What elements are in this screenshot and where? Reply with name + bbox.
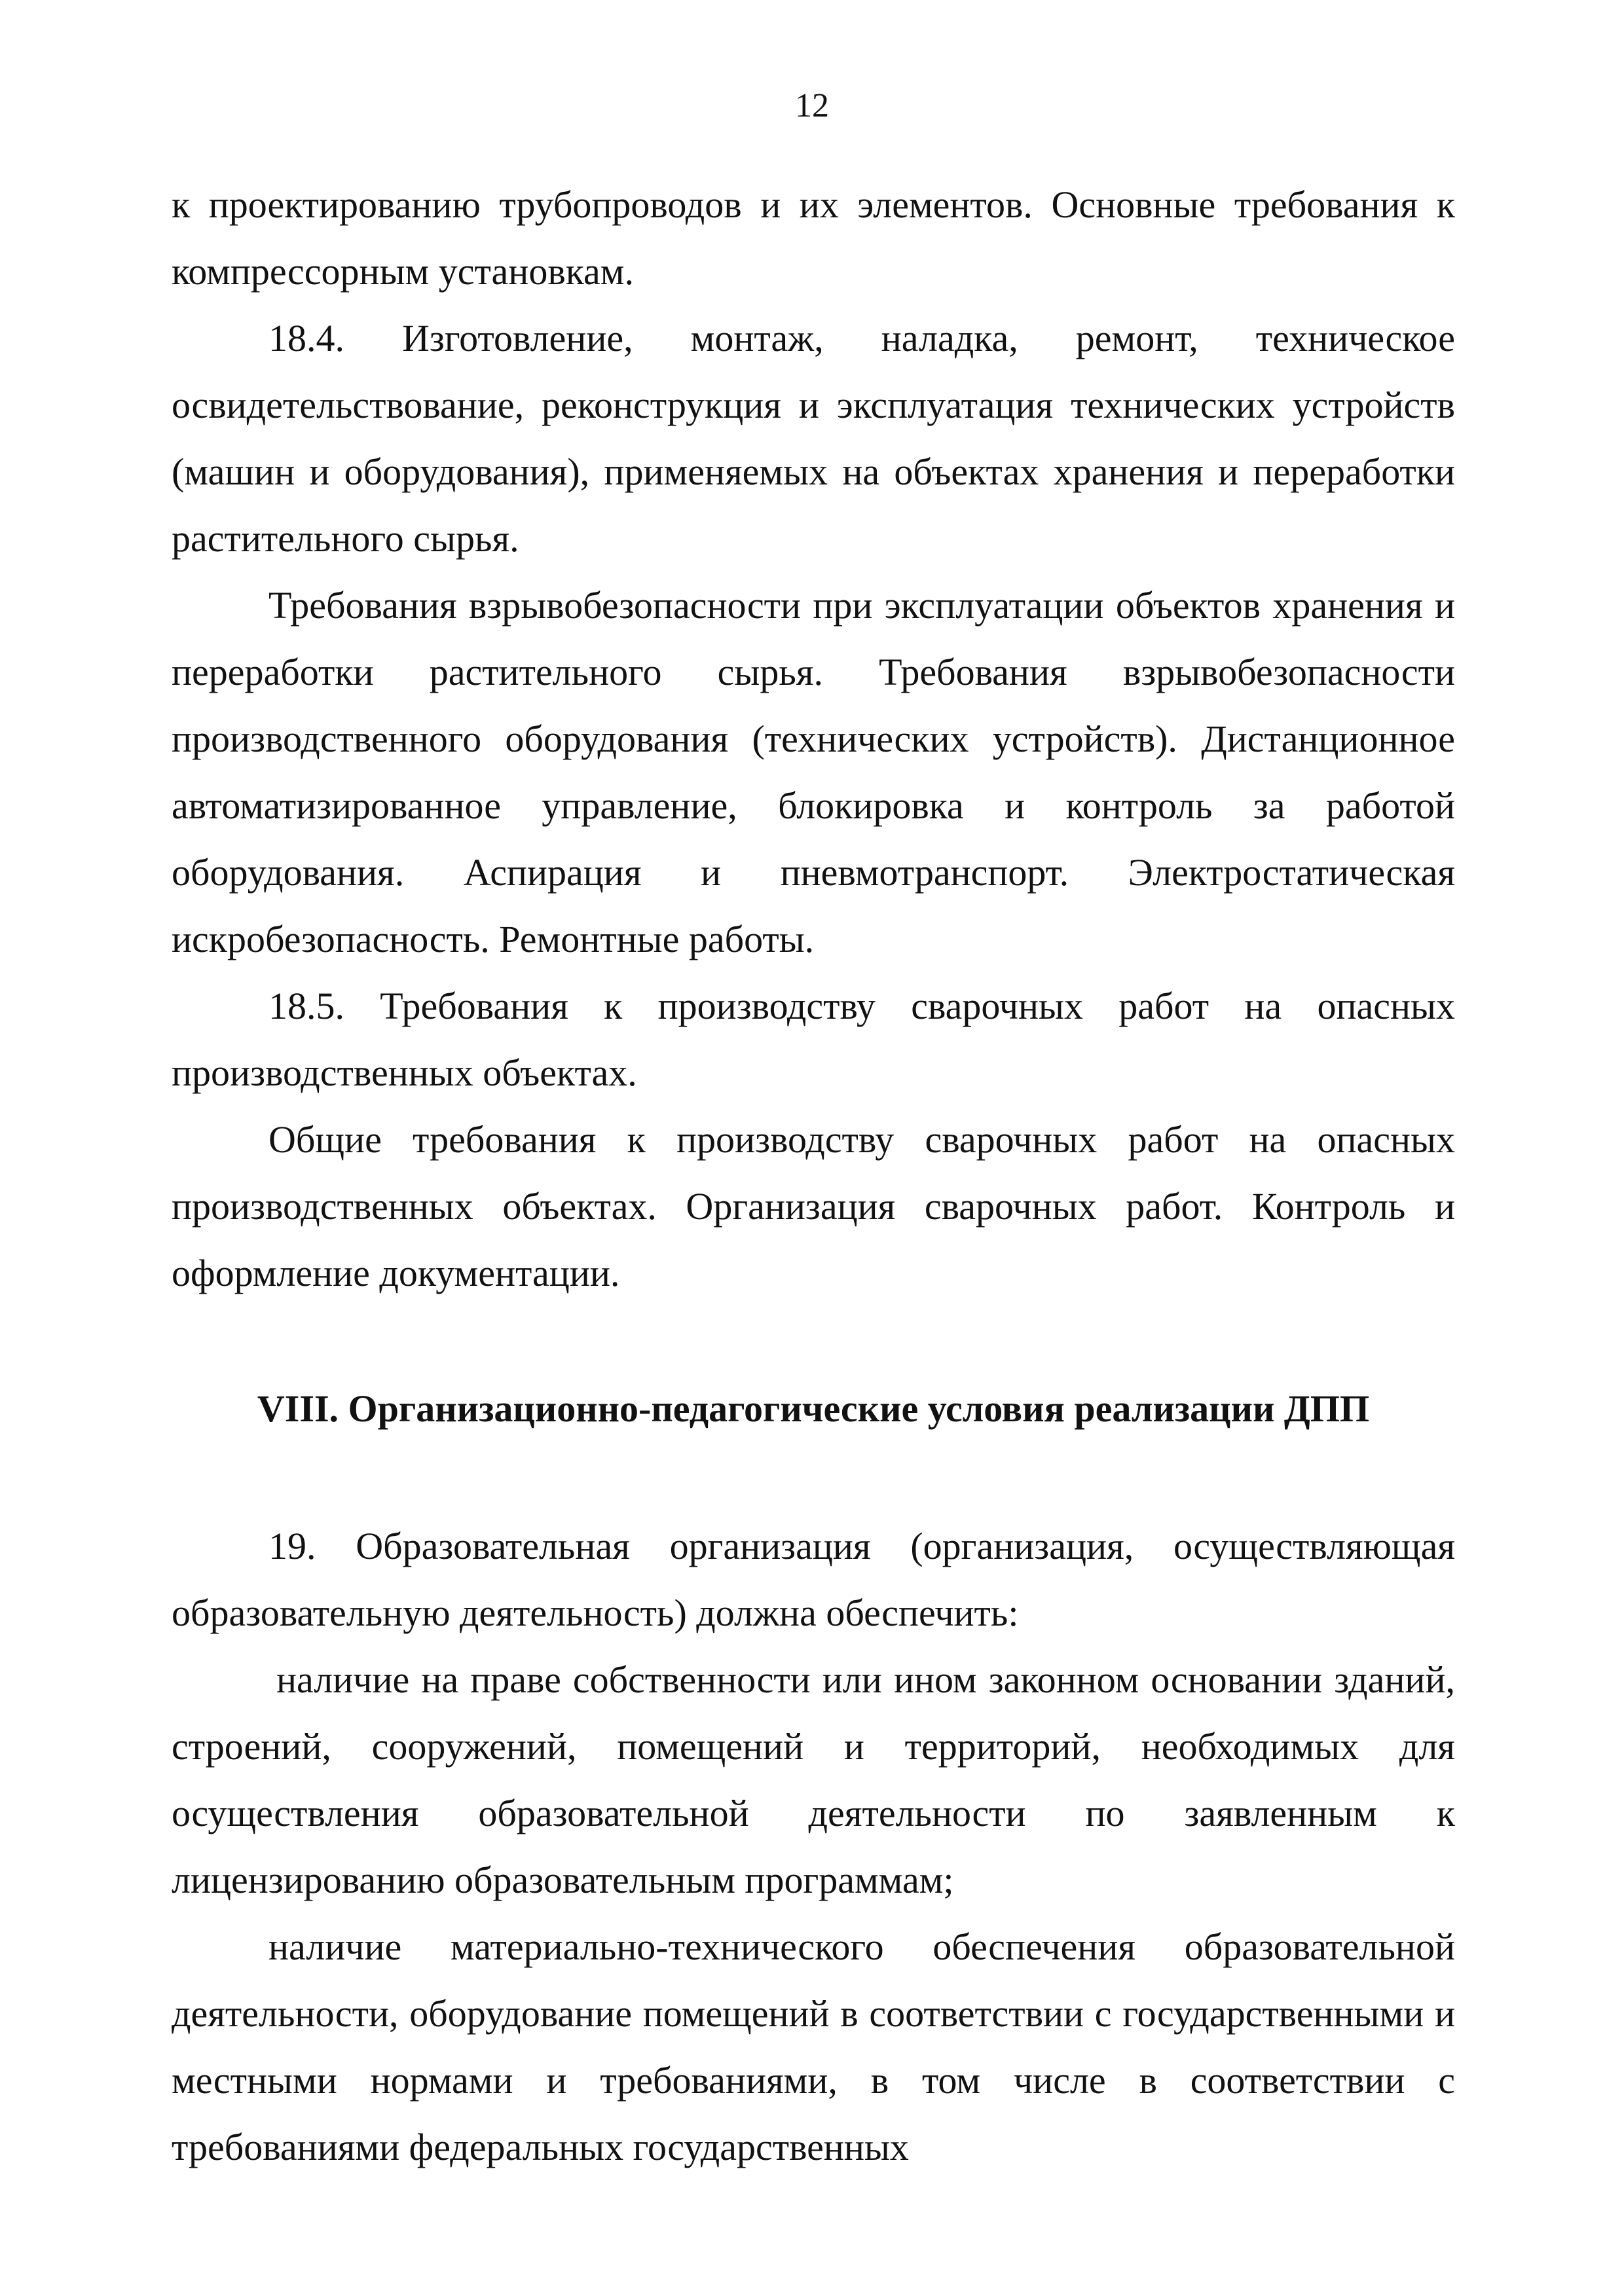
paragraph-continuation: к проектированию трубопроводов и их элементов. Основные требования к компрессорным установкам. bbox=[172, 183, 1455, 293]
paragraph-19: 19. Образовательная организация (организация, осуществляющая образовательную деятельность) должна обеспечить: bbox=[172, 1525, 1455, 1634]
section-title: VIII. Организационно-педагогические условия реализации ДПП bbox=[257, 1387, 1370, 1430]
page-number: 12 bbox=[795, 87, 829, 124]
paragraph-18-4: 18.4. Изготовление, монтаж, наладка, ремонт, техническое освидетельствование, реконструкция и эксплуатация технических устройств (машин и оборудования), применяемых на объектах хранения и переработки растительного сырья. bbox=[172, 317, 1455, 560]
paragraph-equipment: наличие материально-технического обеспечения образовательной деятельности, оборудование помещений в соответствии с государственными и местными нормами и требованиями, в том числе в соответствии с требованиями федеральных государственных bbox=[172, 1925, 1455, 2168]
paragraph-explosion-safety: Требования взрывобезопасности при эксплуатации объектов хранения и переработки растительного сырья. Требования взрывобезопасности производственного оборудования (технических устройств). Дистанционное автоматизированное управление, блокировка и контроль за работой оборудования. Аспирация и пневмотранспорт. Электростатическая искробезопасность. Ремонтные работы. bbox=[172, 584, 1455, 960]
paragraph-welding-requirements: Общие требования к производству сварочных работ на опасных производственных объектах. Организация сварочных работ. Контроль и оформление документации. bbox=[172, 1118, 1455, 1294]
document-body bbox=[172, 172, 1455, 2181]
paragraph-18-5: 18.5. Требования к производству сварочных работ на опасных производственных объектах. bbox=[172, 985, 1455, 1094]
paragraph-premises: наличие на праве собственности или ином законном основании зданий, строений, сооружений, помещений и территорий, необходимых для осуществления образовательной деятельности по заявленным к лицензированию образовательным программам; bbox=[172, 1658, 1455, 1901]
